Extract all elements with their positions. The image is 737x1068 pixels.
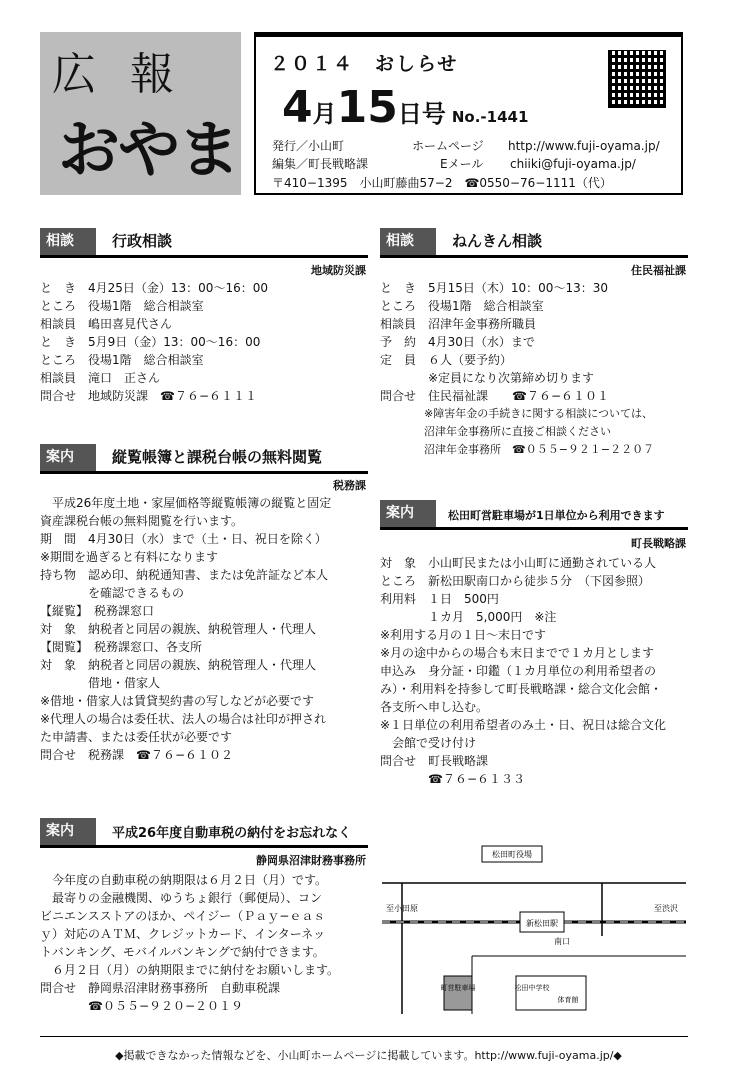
- body-line: 最寄りの金融機関、ゆうちょ銀行（郵便局）、コン: [40, 891, 323, 905]
- body-line: ところ 新松田駅南口から徒歩５分 （下図参照）: [380, 574, 651, 588]
- body-line: ※代理人の場合は委任状、法人の場合は社印が押され: [40, 712, 327, 726]
- body-line: ※月の途中からの場合も末日までで１カ月とします: [380, 646, 655, 660]
- body-line: 問合せ 町長戦略課: [380, 754, 489, 768]
- body-line: ※定員になり次第締め切ります: [380, 371, 595, 385]
- body-line: ☎０５５−９２０−２０１９: [40, 999, 244, 1013]
- body-line: 資産課税台帳の無料閲覧を行います。: [40, 514, 244, 528]
- logo-title-line2: おやま: [58, 113, 239, 186]
- body-line: 予 約 4月30日（水）まで: [380, 335, 535, 349]
- body-line: ｙ）対応のＡＴＭ、クレジットカード、インターネッ: [40, 927, 326, 941]
- map-south-exit-label: 南口: [554, 937, 570, 946]
- body-line: た申請書、または委任状が必要です: [40, 730, 233, 744]
- body-line: ※１日単位の利用希望者のみ土・日、祝日は総合文化: [380, 718, 667, 732]
- body-line: 沼津年金事務所 ☎０５５−９２１−２２０７: [380, 443, 655, 456]
- body-line: 相談員 沼津年金事務所職員: [380, 317, 537, 331]
- masthead-year-title: ２０１４ おしらせ: [270, 53, 459, 75]
- body-line: み）・利用料を持参して町長戦略課・総合文化会館・: [380, 682, 663, 696]
- body-line: 対 象 納税者と同居の親族、納税管理人・代理人: [40, 658, 317, 672]
- issue-month-unit: 月: [312, 100, 337, 128]
- section-tag: 相談: [40, 228, 96, 255]
- email-label: Eメール: [440, 157, 484, 171]
- issue-day: 15: [336, 82, 398, 133]
- body-line: 沼津年金事務所に直接ご相談ください: [380, 425, 611, 438]
- body-line: ビニエンスストアのほか、ペイジー（Ｐａｙ−ｅａｓ: [40, 909, 326, 923]
- issue-day-unit: 日号: [397, 100, 446, 128]
- section-gyosei-header: [40, 228, 368, 258]
- logo-title-line1: 広報: [52, 49, 208, 100]
- body-line: 対 象 小山町民または小山町に通勤されている人: [380, 556, 657, 570]
- body-line: 今年度の自動車税の納期限は６月２日（月）です。: [40, 873, 328, 887]
- body-line: ※障害年金の手続きに関する相談については、: [380, 407, 653, 420]
- publisher: 発行／小山町: [272, 139, 345, 153]
- body-line: 期 間 4月30日（水）まで（土・日、祝日を除く）: [40, 532, 327, 546]
- access-map: [382, 826, 686, 1014]
- body-line: 問合せ 地域防災課 ☎７６−６１１１: [40, 389, 258, 403]
- body-line: 【縦覧】 税務課窓口: [40, 604, 155, 618]
- section-title: 平成26年度自動車税の納付をお忘れなく: [112, 826, 352, 841]
- qr-code-icon[interactable]: [608, 50, 666, 108]
- body-line: 申込み 身分証・印鑑（１カ月単位の利用希望者の: [380, 664, 657, 678]
- body-line: ６月２日（月）の納期限までに納付をお願いします。: [40, 963, 340, 977]
- homepage-label: ホームページ: [412, 139, 484, 153]
- body-line: 定 員 ６人（要予約）: [380, 353, 513, 367]
- editor: 編集／町長戦略課: [272, 157, 369, 171]
- section-dept: 町長戦略課: [631, 537, 686, 550]
- section-chushajo-header: [380, 500, 688, 530]
- footer-divider: [40, 1036, 688, 1037]
- body-line: 各支所へ申し込む。: [380, 700, 489, 714]
- map-station-label: 新松田駅: [526, 919, 558, 928]
- map-parking-label: 町営駐車場: [440, 984, 476, 992]
- section-dept: 税務課: [333, 479, 366, 492]
- body-line: 会館で受け付け: [380, 736, 477, 750]
- section-tag: 相談: [380, 228, 436, 255]
- section-tag: 案内: [380, 500, 436, 527]
- section-title: 縦覧帳簿と課税台帳の無料閲覧: [112, 448, 323, 466]
- section-jidosha-header: [40, 818, 368, 848]
- section-dept: 住民福祉課: [631, 264, 686, 277]
- email-address[interactable]: chiiki@fuji-oyama.jp/: [510, 157, 636, 171]
- section-title: 行政相談: [112, 232, 173, 250]
- footer-notice: ◆掲載できなかった情報などを、小山町ホームページに掲載しています。http://www.fuji-oyama.jp/◆: [115, 1049, 622, 1062]
- section-title: ねんきん相談: [452, 232, 543, 250]
- body-line: ※期間を過ぎると有料になります: [40, 550, 219, 564]
- body-line: 対 象 納税者と同居の親族、納税管理人・代理人: [40, 622, 317, 636]
- body-line: ※利用する月の１日〜末日です: [380, 628, 547, 642]
- map-parking-box: [444, 976, 472, 1010]
- body-line: と き 4月25日（金）13：00〜16：00: [40, 281, 268, 295]
- issue-month: 4: [282, 82, 313, 133]
- section-etsuran-body: [40, 494, 331, 764]
- body-line: 相談員 嶋田喜見代さん: [40, 317, 173, 331]
- section-dept: 地域防災課: [311, 264, 366, 277]
- section-nenkin-body: [380, 279, 654, 459]
- section-title: 松田町営駐車場が1日単位から利用できます: [448, 509, 665, 522]
- map-school-label: 松田中学校: [514, 984, 550, 992]
- map-town-office-label: 松田町役場: [492, 850, 532, 859]
- section-gyosei-body: [40, 279, 268, 405]
- section-dept: 静岡県沼津財務事務所: [256, 854, 366, 867]
- homepage-url[interactable]: http://www.fuji-oyama.jp/: [508, 139, 660, 153]
- body-line: ところ 役場1階 総合相談室: [380, 299, 544, 313]
- body-line: トバンキング、モバイルバンキングで納付できます。: [40, 945, 325, 959]
- section-etsuran-header: [40, 444, 368, 474]
- section-chushajo-body: [380, 554, 666, 788]
- section-jidosha-body: [40, 871, 339, 1015]
- body-line: と き 5月15日（木）10：00〜13：30: [380, 281, 608, 295]
- body-line: と き 5月9日（金）13：00〜16：00: [40, 335, 261, 349]
- body-line: 問合せ 住民福祉課 ☎７６−６１０１: [380, 389, 610, 403]
- body-line: 問合せ 静岡県沼津財務事務所 自動車税課: [40, 981, 281, 995]
- body-line: 平成26年度土地・家屋価格等縦覧帳簿の縦覧と固定: [40, 496, 332, 510]
- body-line: 相談員 滝口 正さん: [40, 371, 161, 385]
- section-tag: 案内: [40, 444, 96, 471]
- body-line: 利用料 １日 500円: [380, 592, 499, 606]
- section-tag: 案内: [40, 818, 96, 845]
- issue-number: No.-1441: [451, 108, 529, 126]
- map-school-box: [516, 976, 586, 1010]
- body-line: 【閲覧】 税務課窓口、各支所: [40, 640, 203, 654]
- issue-date: [282, 82, 528, 133]
- section-nenkin-header: [380, 228, 688, 258]
- body-line: 持ち物 認め印、納税通知書、または免許証など本人: [40, 568, 329, 582]
- body-line: 問合せ 税務課 ☎７６−６１０２: [40, 748, 234, 762]
- map-gym-label: 体育館: [557, 996, 579, 1004]
- body-line: 借地・借家人: [40, 676, 161, 690]
- map-west-label: 至小田原: [386, 904, 418, 913]
- body-line: を確認できるもの: [40, 586, 185, 600]
- map-east-label: 至渋沢: [654, 904, 678, 913]
- body-line: ところ 役場1階 総合相談室: [40, 299, 204, 313]
- body-line: ところ 役場1階 総合相談室: [40, 353, 204, 367]
- body-line: ☎７６−６１３３: [380, 772, 526, 786]
- body-line: １カ月 5,000円 ※注: [380, 610, 557, 624]
- address: 〒410−1395 小山町藤曲57−2 ☎0550−76−1111（代）: [272, 176, 612, 190]
- body-line: ※借地・借家人は賃貸契約書の写しなどが必要です: [40, 694, 315, 708]
